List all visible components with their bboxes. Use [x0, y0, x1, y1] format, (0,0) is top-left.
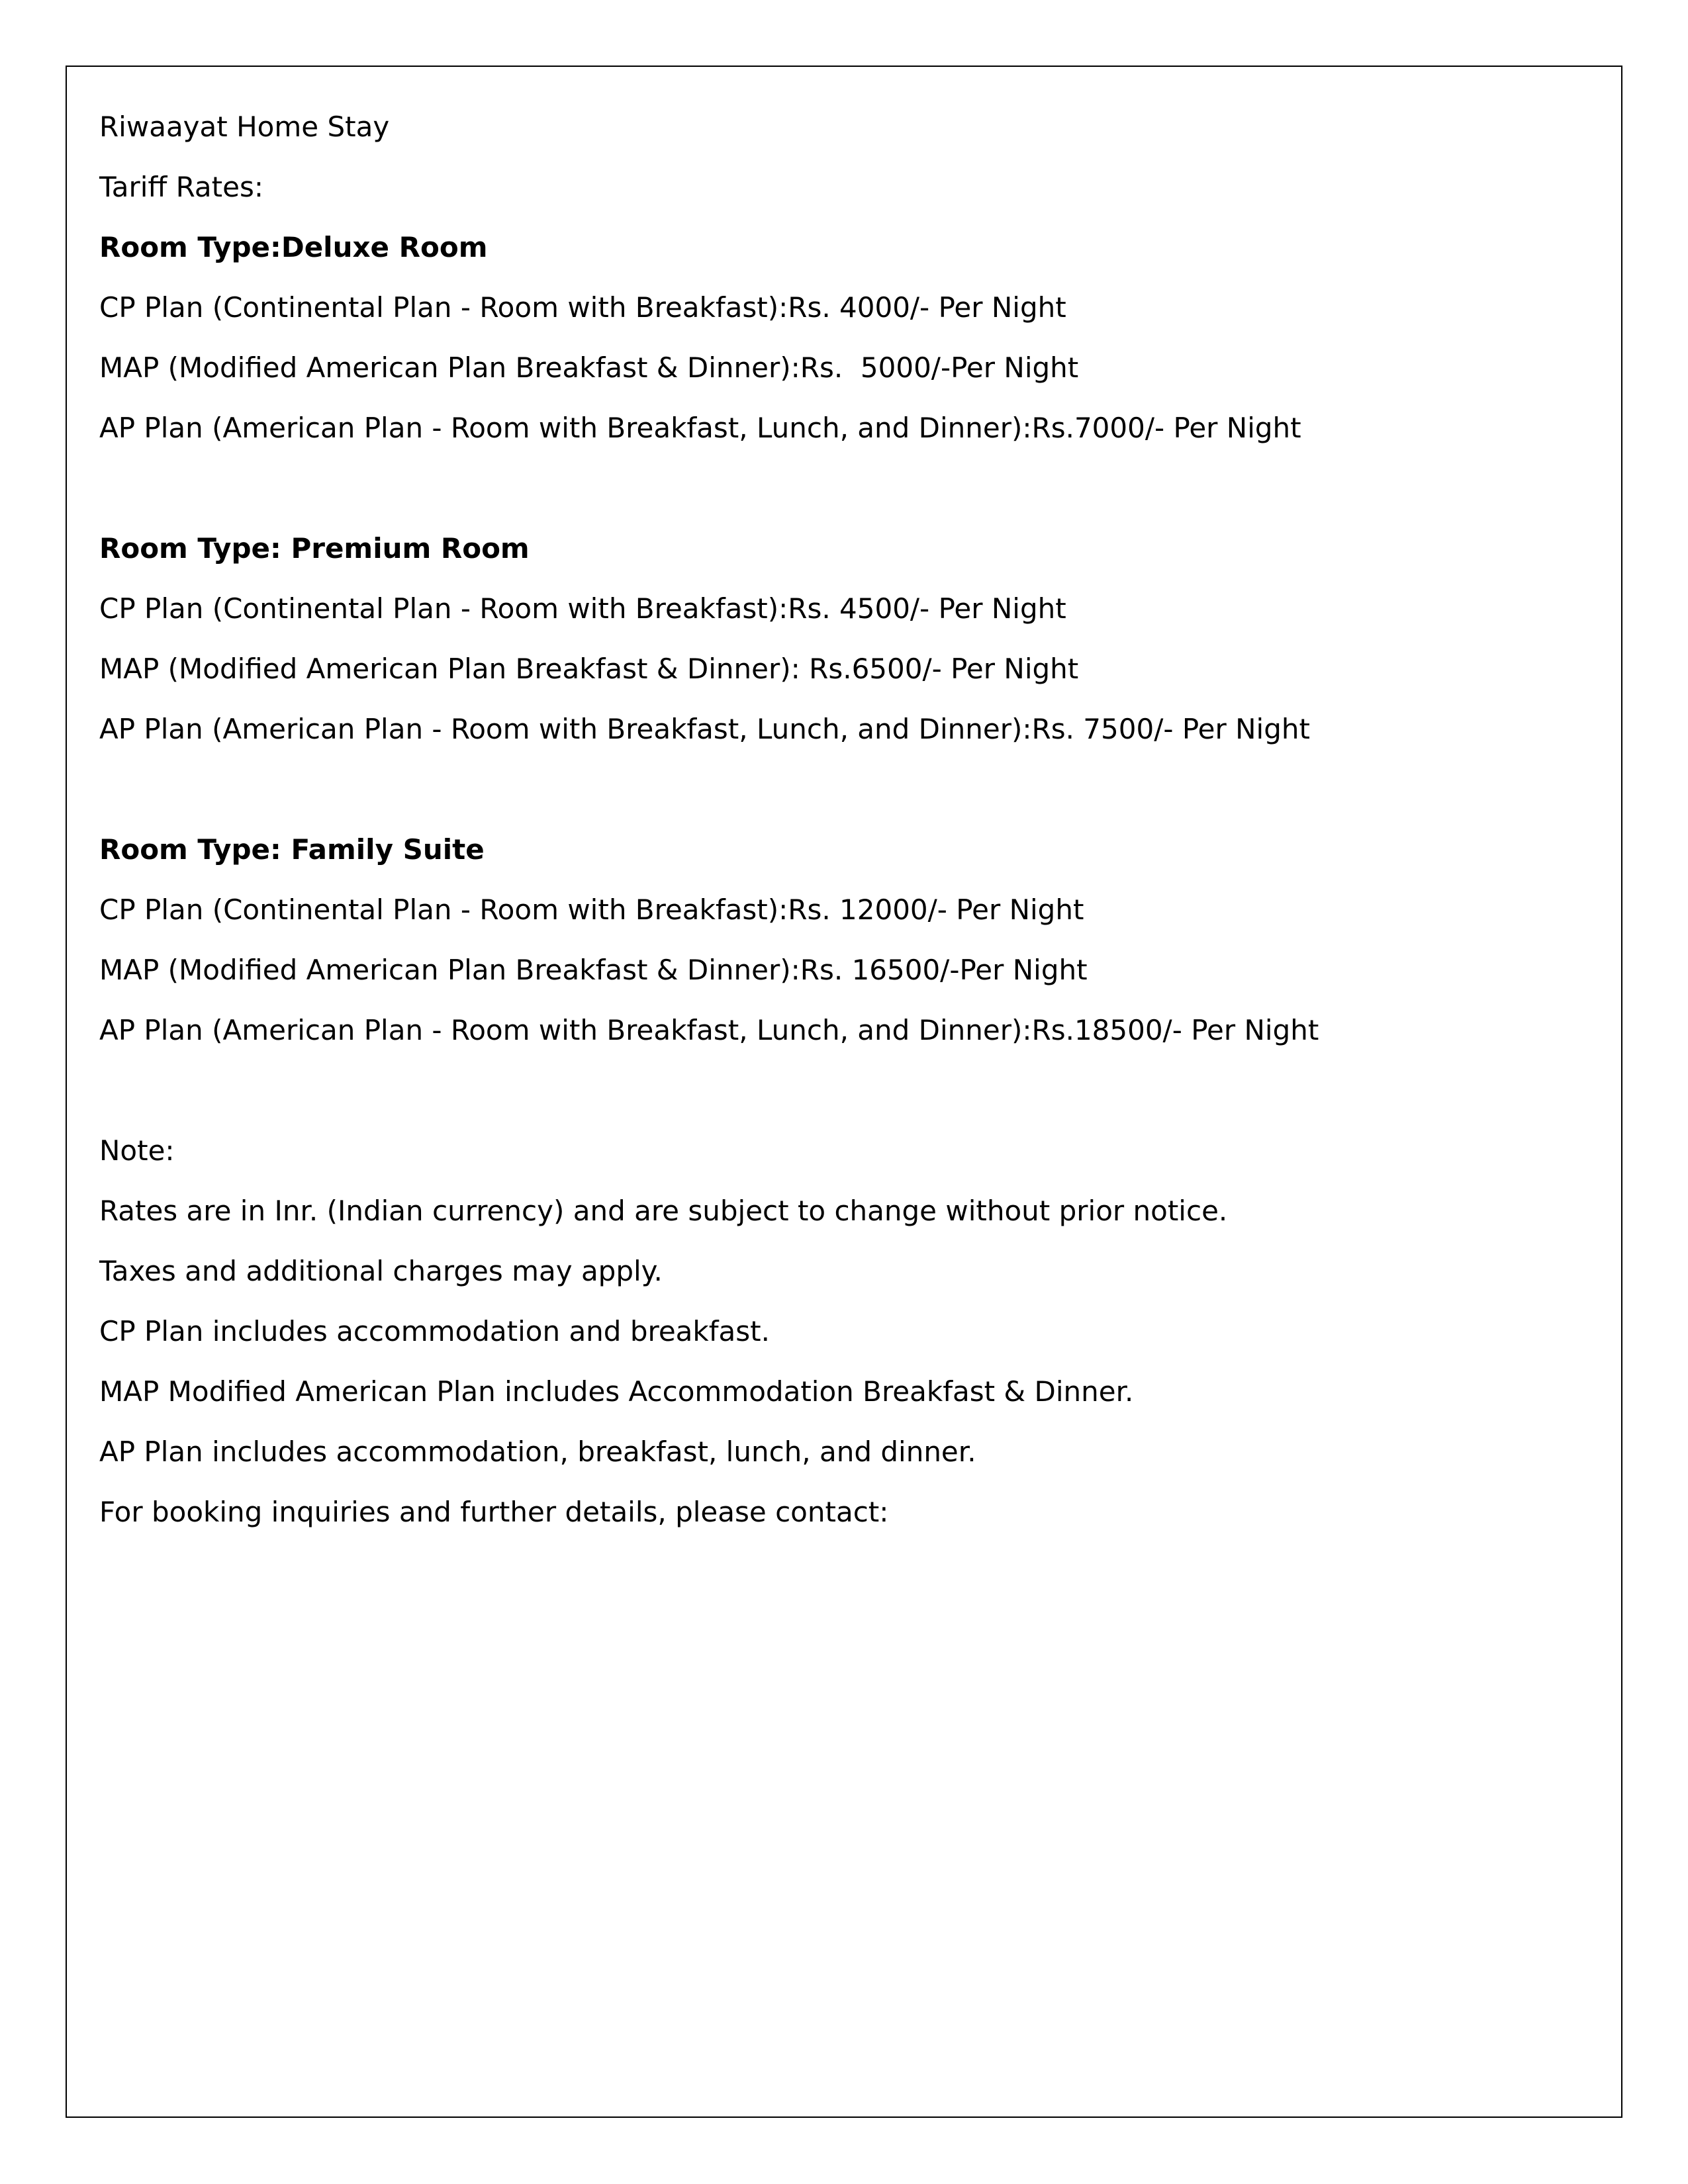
rate-line: AP Plan (American Plan - Room with Breakfast, Lunch, and Dinner):Rs.18500/- Per Night: [99, 1014, 1319, 1046]
section-premium-room: [99, 518, 1589, 759]
room-type-heading: Room Type: Premium Room: [99, 532, 530, 565]
room-type-heading: Room Type: Family Suite: [99, 833, 485, 866]
section-family-suite: [99, 819, 1589, 1060]
note-line: MAP Modified American Plan includes Accommodation Breakfast & Dinner.: [99, 1375, 1134, 1408]
rate-line: CP Plan (Continental Plan - Room with Breakfast):Rs. 4500/- Per Night: [99, 592, 1066, 625]
rate-line: AP Plan (American Plan - Room with Breakfast, Lunch, and Dinner):Rs.7000/- Per Night: [99, 412, 1301, 444]
note-line: Rates are in Inr. (Indian currency) and are subject to change without prior notice.: [99, 1195, 1228, 1227]
note-line: AP Plan includes accommodation, breakfast, lunch, and dinner.: [99, 1435, 976, 1468]
rate-line: MAP (Modified American Plan Breakfast & Dinner):Rs. 16500/-Per Night: [99, 954, 1088, 986]
rate-line: CP Plan (Continental Plan - Room with Breakfast):Rs. 4000/- Per Night: [99, 291, 1066, 324]
notes-section: [99, 1120, 1589, 1542]
document-body: [99, 97, 1589, 1542]
spacer: [99, 1060, 1589, 1120]
spacer: [99, 759, 1589, 819]
note-line: Taxes and additional charges may apply.: [99, 1255, 663, 1287]
note-line: CP Plan includes accommodation and breakfast.: [99, 1315, 770, 1347]
room-type-heading: Room Type:Deluxe Room: [99, 231, 488, 263]
rate-line: MAP (Modified American Plan Breakfast & Dinner):Rs. 5000/-Per Night: [99, 351, 1079, 384]
rate-line: AP Plan (American Plan - Room with Breakfast, Lunch, and Dinner):Rs. 7500/- Per Night: [99, 713, 1310, 745]
section-deluxe-room: [99, 217, 1589, 458]
tariff-heading: Tariff Rates:: [99, 171, 264, 203]
booking-contact-line: For booking inquiries and further details, please contact:: [99, 1496, 889, 1528]
spacer: [99, 458, 1589, 518]
rate-line: CP Plan (Continental Plan - Room with Breakfast):Rs. 12000/- Per Night: [99, 893, 1084, 926]
document-title: Riwaayat Home Stay: [99, 111, 390, 143]
note-label: Note:: [99, 1134, 175, 1167]
rate-line: MAP (Modified American Plan Breakfast & Dinner): Rs.6500/- Per Night: [99, 653, 1079, 685]
